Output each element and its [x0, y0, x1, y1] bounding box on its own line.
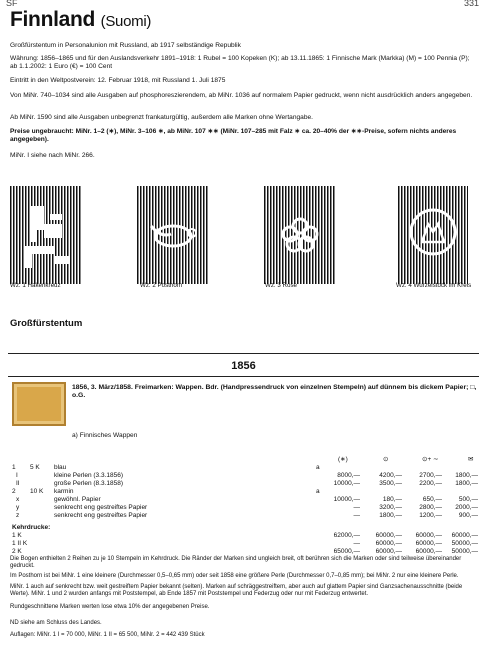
intro-status: Großfürstentum in Personalunion mit Russland, ab 1917 selbständige Republik: [10, 42, 241, 49]
col-header: (∗): [338, 456, 348, 463]
price-cell: 60000,—: [415, 548, 442, 555]
price-cell: 1800,—: [379, 512, 402, 519]
section-title: Großfürstentum: [10, 318, 83, 329]
country-native-name: (Suomi): [100, 13, 152, 30]
table-row: [10, 464, 480, 472]
page-header-left: SF: [6, 0, 18, 8]
table-row: [10, 488, 480, 496]
table-row: [10, 532, 480, 540]
row-nr: 2: [12, 488, 16, 495]
price-cell: 500,—: [458, 496, 478, 503]
issue-subheading: a) Finnisches Wappen: [72, 432, 138, 439]
hakenkreuz-watermark-icon: [10, 186, 82, 284]
price-cell: 2800,—: [419, 504, 442, 511]
price-cell: 1800,—: [455, 480, 478, 487]
table-row: [10, 548, 480, 556]
price-cell: 2700,—: [419, 472, 442, 479]
watermark-2: [137, 186, 209, 284]
row-nr: I: [16, 472, 18, 479]
row-desc: senkrecht eng gestreiftes Papier: [54, 512, 148, 519]
row-type: a: [316, 464, 320, 471]
price-cell: 180,—: [382, 496, 402, 503]
row-nr: 1 K: [12, 532, 22, 539]
price-cell: 10000,—: [333, 480, 360, 487]
price-cell: —: [353, 504, 360, 511]
page-title: [10, 8, 151, 32]
row-type: a: [316, 488, 320, 495]
price-cell: 60000,—: [451, 532, 478, 539]
table-row: [10, 496, 480, 504]
note-minr: MiNr. I siehe nach MiNr. 266.: [10, 152, 95, 159]
price-cell: 2200,—: [419, 480, 442, 487]
col-header: ⊙: [383, 456, 389, 463]
note-auflagen: Auflagen: MiNr. 1 I = 70 000, MiNr. 1 II = 65 500, MiNr. 2 = 442 439 Stück: [10, 632, 205, 638]
price-table: [10, 456, 480, 556]
price-cell: 60000,—: [375, 532, 402, 539]
watermark-1-caption: Wz. 1 Hakenkreuz: [10, 282, 61, 289]
note-rundgeschnitten: Rundgeschnittene Marken werten lose etwa 10% der angegebenen Preise.: [10, 604, 210, 610]
wurzelstock-watermark-icon: [398, 186, 468, 284]
price-cell: 4200,—: [379, 472, 402, 479]
row-desc: karmin: [54, 488, 74, 495]
row-nr: x: [16, 496, 20, 503]
posthorn-watermark-icon: [137, 186, 209, 284]
row-desc: gewöhnl. Papier: [54, 496, 101, 503]
table-row: [10, 512, 480, 520]
row-nr: II: [16, 480, 20, 487]
table-row: [10, 540, 480, 548]
country-name: Finnland: [10, 8, 96, 31]
note-nd: ND siehe am Schluss des Landes.: [10, 620, 102, 626]
row-nr: y: [16, 504, 20, 511]
intro-validity: Ab MiNr. 1590 sind alle Ausgaben unbegrenzt frankaturgültig, außerdem alle Marken ohne Wertangabe.: [10, 114, 314, 121]
price-cell: 1800,—: [455, 472, 478, 479]
price-cell: 3200,—: [379, 504, 402, 511]
year-rule-top: [8, 353, 479, 354]
price-cell: 50000,—: [451, 540, 478, 547]
row-desc: große Perlen (8.3.1858): [54, 480, 124, 487]
stamp-image: [12, 382, 66, 426]
note-papier: MiNr. 1 auch auf senkrecht bzw. weit gestreiftem Papier bekannt (selten). Marken auf schräggestreiftem, aber auch auf glattem Papier sind Ganzsachenausschnitte (beide Werte). MiNr. 1 und 2 wurden anfangs mit Poststempel, ab Ende 1857 mit Poststempel und Federzug oder nur mit Federzug entwertet.: [10, 584, 463, 597]
price-cell: 2000,—: [455, 504, 478, 511]
watermark-3: [264, 186, 336, 284]
price-cell: 900,—: [458, 512, 478, 519]
kehrdrucke-label: Kehrdrucke:: [12, 524, 51, 531]
row-nr: z: [16, 512, 20, 519]
note-perle: Im Posthorn ist bei MiNr. 1 eine kleinere (Durchmesser 0,5–0,65 mm) oder seit 1858 eine größere Perle (Durchmesser 0,7–0,85 mm); bei MiNr. 2 nur eine kleinere Perle.: [10, 573, 459, 579]
issue-heading: 1856, 3. März/1858. Freimarken: Wappen. Bdr. (Handpressendruck von einzelnen Stempeln) auf dünnem bis dickem Papier; □, o.G.: [72, 384, 477, 400]
row-value: 5 K: [30, 464, 40, 471]
price-cell: 650,—: [422, 496, 442, 503]
col-header: ⊙+ ∼: [422, 456, 439, 463]
table-row: [10, 480, 480, 488]
year-heading: 1856: [231, 360, 256, 372]
intro-currency: Währung: 1856–1865 und für den Auslandsverkehr 1891–1918: 1 Rubel = 100 Kopeken (K); ab 13.11.1865: 1 Finnische Mark (Markka) (M) = 100 Pennia (P); ab 1.1.2002: 1 Euro (€) = 100 Cent: [10, 55, 470, 70]
price-cell: 65000,—: [333, 548, 360, 555]
watermark-4-caption: Wz. 4 Wurzelstock im Kreis: [396, 282, 472, 289]
price-cell: 50000,—: [451, 548, 478, 555]
row-nr: 1: [12, 464, 16, 471]
price-cell: 62000,—: [333, 532, 360, 539]
watermark-1: [10, 186, 82, 284]
watermark-2-caption: Wz. 2 Posthorn: [140, 282, 183, 289]
price-cell: 8000,—: [337, 472, 360, 479]
watermark-4: [398, 186, 468, 284]
rose-watermark-icon: [264, 186, 336, 284]
price-cell: 60000,—: [415, 540, 442, 547]
row-desc: kleine Perlen (3.3.1856): [54, 472, 124, 479]
row-nr: 1 II K: [12, 540, 28, 547]
intro-paper: Von MiNr. 740–1034 sind alle Ausgaben auf phosphoreszierendem, ab MiNr. 1036 auf normalem Papier gedruckt, wenn nicht ausdrücklich anders angegeben.: [10, 92, 473, 99]
price-cell: 10000,—: [333, 496, 360, 503]
price-notice: Preise ungebraucht: MiNr. 1–2 (∗), MiNr. 3–106 ∗, ab MiNr. 107 ∗∗ (MiNr. 107–285 mit Falz ∗ ca. 20–40% der ∗∗-Preise, sofern nichts anderes angegeben).: [10, 128, 457, 143]
price-cell: —: [353, 540, 360, 547]
row-desc: senkrecht eng gestreiftes Papier: [54, 504, 148, 511]
intro-upu: Eintritt in den Weltpostverein: 12. Februar 1918, mit Russland 1. Juli 1875: [10, 77, 226, 84]
price-cell: 3500,—: [379, 480, 402, 487]
watermark-3-caption: Wz. 3 Rose: [265, 282, 297, 289]
table-row: [10, 472, 480, 480]
price-cell: 60000,—: [375, 548, 402, 555]
page-number: 331: [463, 0, 479, 8]
year-rule-bottom: [8, 376, 479, 377]
note-bogen: Die Bogen enthielten 2 Reihen zu je 10 Stempeln im Kehrdruck. Die Ränder der Marken sind ungleich breit, oft berühren sich die Marken oder sind teilweise übereinander gedruckt.: [10, 556, 462, 569]
price-cell: —: [353, 512, 360, 519]
price-cell: 60000,—: [415, 532, 442, 539]
row-value: 10 K: [30, 488, 44, 495]
row-desc: blau: [54, 464, 67, 471]
row-nr: 2 K: [12, 548, 22, 555]
price-cell: 60000,—: [375, 540, 402, 547]
table-row: [10, 504, 480, 512]
kehrdrucke-label-row: [10, 524, 480, 532]
price-cell: 1200,—: [419, 512, 442, 519]
col-header: ✉: [468, 456, 474, 463]
table-header: [10, 456, 480, 464]
